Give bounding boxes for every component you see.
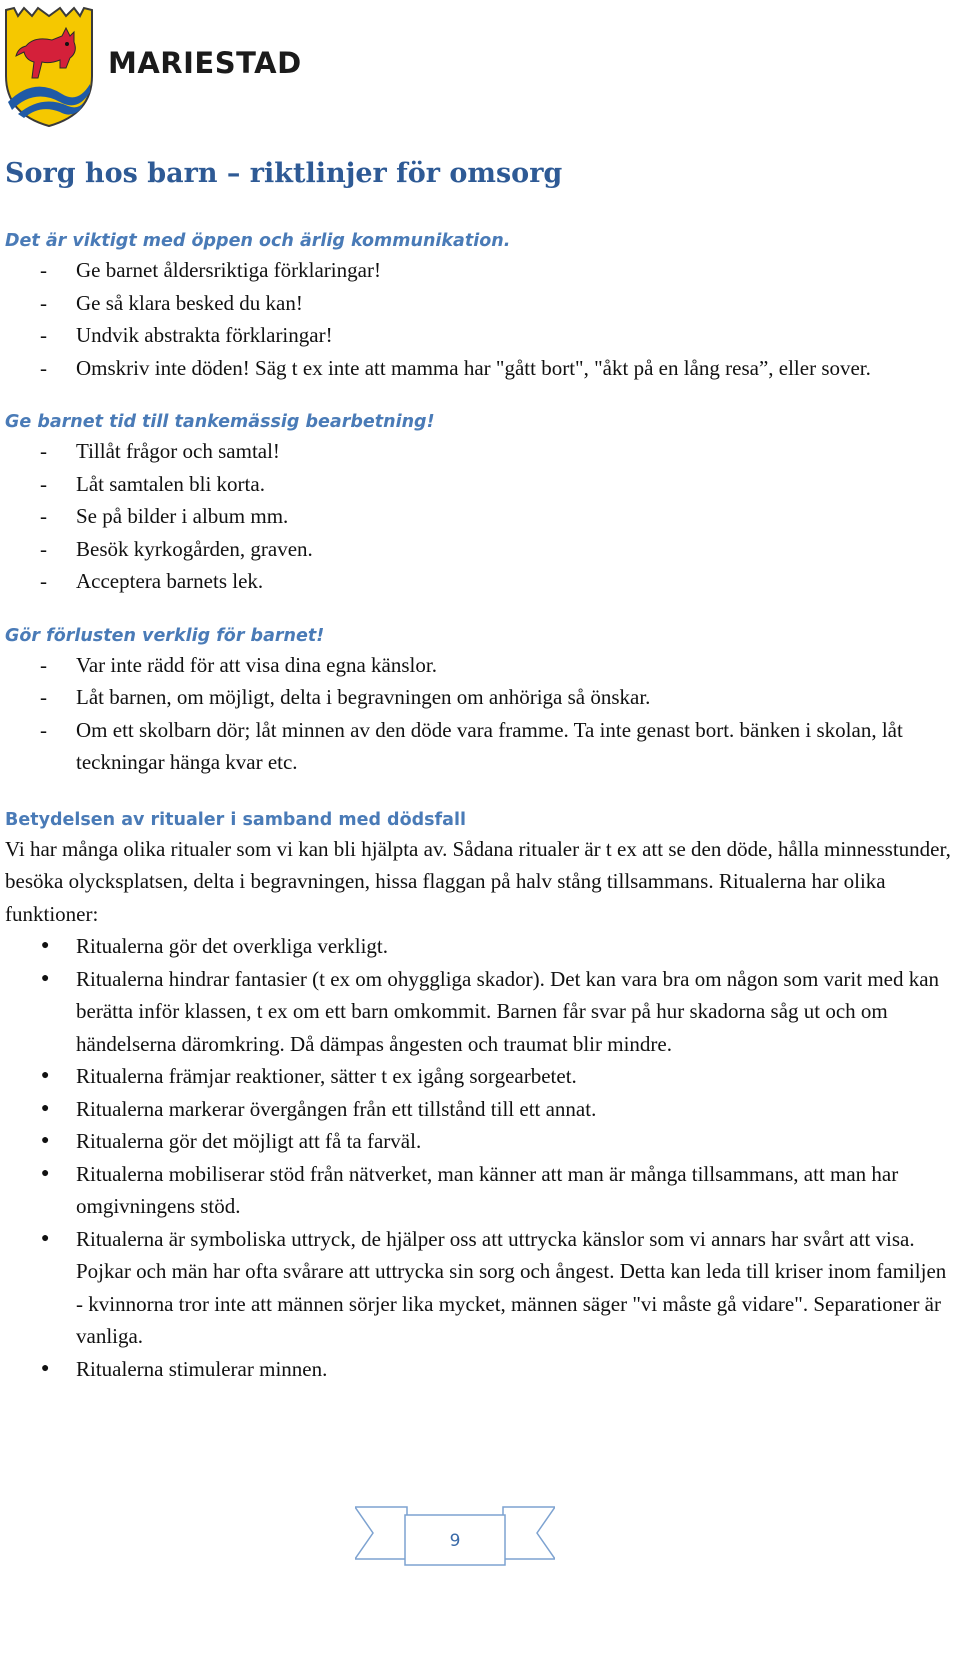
municipality-logo: [4, 2, 304, 132]
list-item-text: Låt samtalen bli korta.: [76, 471, 265, 496]
bullet-marker: ●: [41, 970, 50, 986]
list-item-text: Undvik abstrakta förklaringar!: [76, 323, 333, 347]
list-item-text: Var inte rädd för att visa dina egna känslor.: [76, 652, 437, 677]
list-item: [5, 319, 955, 352]
section-heading: Gör förlusten verklig för barnet!: [5, 625, 325, 646]
list-item-text: Ritualerna är symboliska uttryck, de hjälper oss att uttrycka känslor som vi annars har svårt att visa. Pojkar och män har ofta svårare att uttrycka sin sorg och ångest. Detta kan leda till kriser inom familjen - kvinnorna tror inte att männen sörjer lika mycket, männen säger "vi måste gå vidare". Separationer är vanliga.: [76, 1226, 947, 1348]
mariestad-coat-of-arms-icon: [4, 6, 94, 128]
list-item: [5, 714, 955, 779]
dash-list: [5, 649, 955, 779]
list-item: [5, 1353, 955, 1386]
page-number: 9: [449, 1531, 461, 1551]
dash-list: [5, 254, 955, 384]
section-heading: Det är viktigt med öppen och ärlig kommunikation.: [5, 231, 511, 251]
bullet-marker: ●: [41, 1100, 50, 1116]
dash-marker: -: [40, 685, 47, 709]
list-item: [5, 435, 955, 468]
dash-marker: -: [40, 258, 47, 282]
document-body: [5, 228, 955, 1385]
list-item-text: Ritualerna markerar övergången från ett tillstånd till ett annat.: [76, 1096, 597, 1121]
list-item: [5, 1093, 955, 1126]
bullet-marker: ●: [41, 1360, 50, 1376]
list-item-text: Omskriv inte döden! Säg t ex inte att mamma har "gått bort", "åkt på en lång resa”, eller sover.: [76, 355, 871, 380]
list-item: [5, 1060, 955, 1093]
dash-marker: -: [40, 536, 47, 561]
list-item-text: Ritualerna främjar reaktioner, sätter t ex igång sorgearbetet.: [76, 1064, 577, 1088]
section-communication: [5, 228, 955, 384]
dash-marker: -: [40, 323, 47, 347]
list-item-text: Besök kyrkogården, graven.: [76, 536, 313, 561]
list-item: [5, 533, 955, 566]
page-footer: [355, 1505, 555, 1567]
dash-marker: -: [40, 717, 47, 742]
list-item-text: Låt barnen, om möjligt, delta i begravningen om anhöriga så önskar.: [76, 685, 651, 709]
page-title: Sorg hos barn – riktlinjer för omsorg: [5, 158, 563, 189]
spacer: [5, 384, 955, 409]
list-item-text: Tillåt frågor och samtal!: [76, 439, 280, 463]
list-item: [5, 930, 955, 963]
dash-marker: -: [40, 471, 47, 496]
list-item-text: Ritualerna mobiliserar stöd från nätverket, man känner att man är många tillsammans, att man har omgivningens stöd.: [76, 1161, 899, 1218]
rituals-intro: Vi har många olika ritualer som vi kan bli hjälpta av. Sådana ritualer är t ex att se den döde, hålla minnesstunder, besöka olycksplatsen, delta i begravningen, hissa flaggan på halv stång tillsammans. Ritualerna har olika funktioner:: [5, 836, 951, 926]
list-item: [5, 1223, 955, 1353]
list-item: [5, 649, 955, 682]
section-reality: [5, 623, 955, 779]
dash-marker: -: [40, 439, 47, 463]
section-heading: Ge barnet tid till tankemässig bearbetning!: [5, 412, 435, 432]
list-item: [5, 468, 955, 501]
list-item-text: Acceptera barnets lek.: [76, 569, 264, 593]
bullet-marker: ●: [41, 1165, 50, 1181]
list-item-text: Ritualerna gör det möjligt att få ta farväl.: [76, 1129, 422, 1153]
list-item-text: Ritualerna stimulerar minnen.: [76, 1356, 328, 1381]
list-item: [5, 565, 955, 598]
dash-marker: -: [40, 504, 47, 528]
bullet-marker: ●: [41, 1133, 50, 1148]
list-item-text: Ge barnet åldersriktiga förklaringar!: [76, 258, 381, 282]
section-processing: [5, 409, 955, 598]
dash-marker: -: [40, 290, 47, 315]
spacer: [5, 598, 955, 623]
section-heading: Betydelsen av ritualer i samband med dödsfall: [5, 809, 466, 830]
dash-list: [5, 435, 955, 598]
list-item: [5, 963, 955, 1061]
bullet-marker: ●: [41, 1230, 50, 1246]
list-item: [5, 352, 955, 385]
dash-marker: -: [40, 355, 47, 380]
list-item: [5, 287, 955, 320]
logo-text: MARIESTAD: [108, 46, 302, 80]
dash-marker: -: [40, 652, 47, 677]
list-item: [5, 1125, 955, 1158]
section-rituals: [5, 807, 955, 1386]
list-item-text: Ge så klara besked du kan!: [76, 290, 303, 315]
list-item: [5, 254, 955, 287]
bullet-list: [5, 930, 955, 1385]
list-item-text: Ritualerna gör det overkliga verkligt.: [76, 934, 388, 958]
list-item: [5, 1158, 955, 1223]
list-item: [5, 681, 955, 714]
bullet-marker: ●: [41, 1068, 50, 1083]
bullet-marker: ●: [41, 938, 50, 953]
list-item: [5, 500, 955, 533]
list-item-text: Om ett skolbarn dör; låt minnen av den döde vara framme. Ta inte genast bort. bänken i skolan, låt teckningar hänga kvar etc.: [76, 717, 903, 774]
list-item-text: Se på bilder i album mm.: [76, 504, 289, 528]
list-item-text: Ritualerna hindrar fantasier (t ex om ohyggliga skador). Det kan vara bra om någon som varit med kan berätta inför klassen, t ex om ett barn omkommit. Barnen får svar på hur skadorna såg ut och om händelserna däromkring. Då dämpas ångesten och traumat blir mindre.: [76, 966, 940, 1056]
spacer: [5, 779, 955, 807]
dash-marker: -: [40, 569, 47, 593]
